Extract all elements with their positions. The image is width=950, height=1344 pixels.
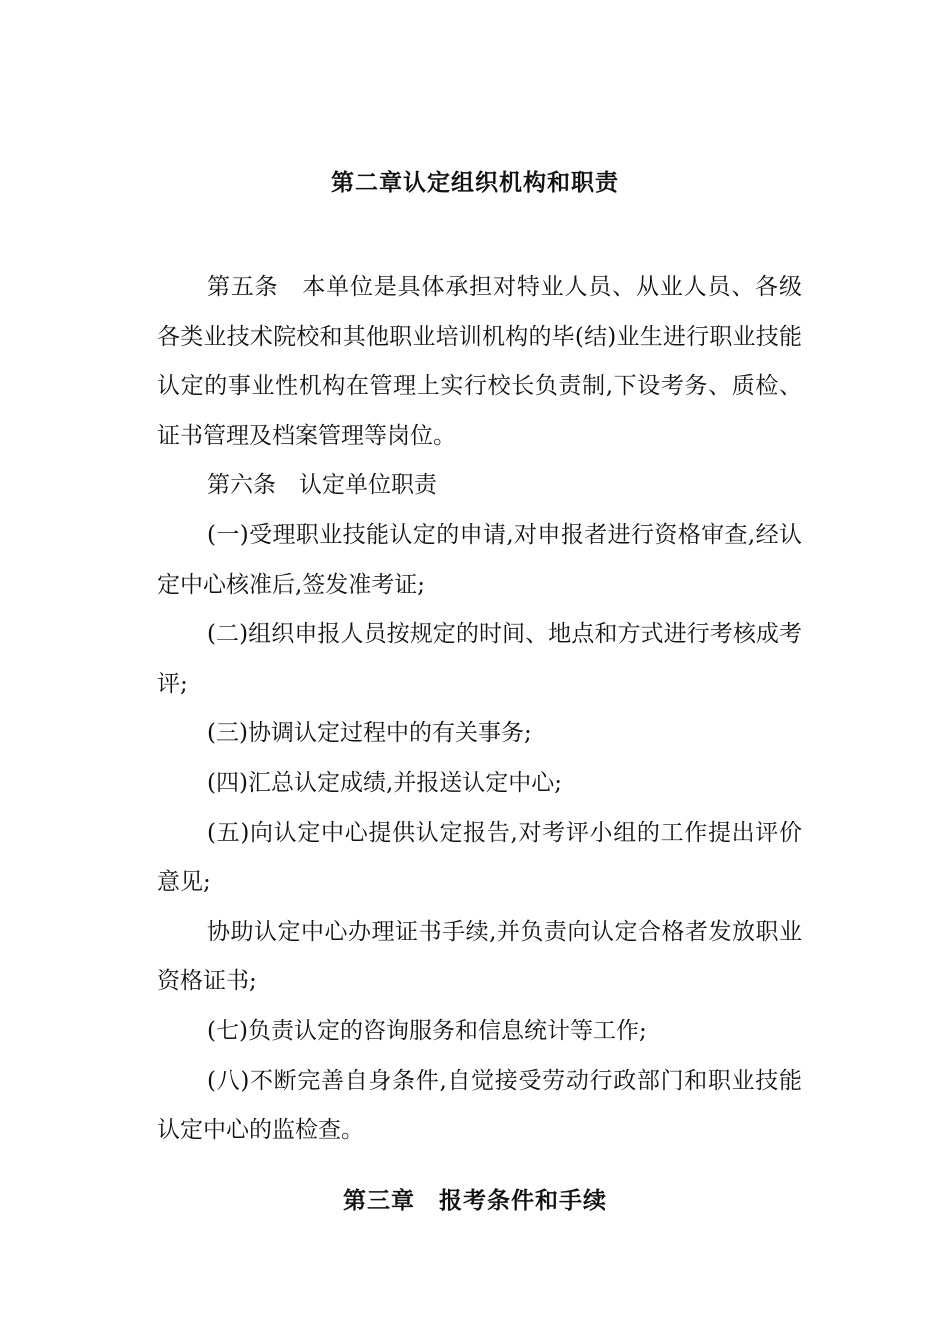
chapter-3-title: 第三章 报考条件和手续 bbox=[343, 1188, 607, 1214]
duty-item-5: (五)向认定中心提供认定报告,对考评小组的工作提出评价意见; bbox=[157, 819, 802, 896]
article-6-heading: 第六条 认定单位职责 bbox=[207, 472, 437, 499]
article-5-paragraph: 第五条 本单位是具体承担对特业人员、从业人员、各级各类业技术院校和其他职业培训机构的毕(结)业生进行职业技能认定的事业性机构在管理上实行校长负责制,下设考务、质检、证书管理及档案管理等岗位。 bbox=[157, 274, 802, 449]
duty-item-2: (二)组织申报人员按规定的时间、地点和方式进行考核成考评; bbox=[157, 621, 802, 697]
duty-item-3: (三)协调认定过程中的有关事务; bbox=[207, 720, 532, 747]
duty-item-6: 协助认定中心办理证书手续,并负责向认定合格者发放职业资格证书; bbox=[157, 918, 802, 995]
duty-item-1: (一)受理职业技能认定的申请,对申报者进行资格审查,经认定中心核准后,签发准考证; bbox=[157, 521, 802, 598]
duty-item-8: (八)不断完善自身条件,自觉接受劳动行政部门和职业技能认定中心的监检查。 bbox=[157, 1067, 802, 1144]
duty-item-7: (七)负责认定的咨询服务和信息统计等工作; bbox=[207, 1017, 647, 1044]
duty-item-4: (四)汇总认定成绩,并报送认定中心; bbox=[207, 769, 563, 796]
chapter-2-title: 第二章认定组织机构和职责 bbox=[331, 170, 619, 196]
document-body bbox=[157, 263, 802, 1156]
